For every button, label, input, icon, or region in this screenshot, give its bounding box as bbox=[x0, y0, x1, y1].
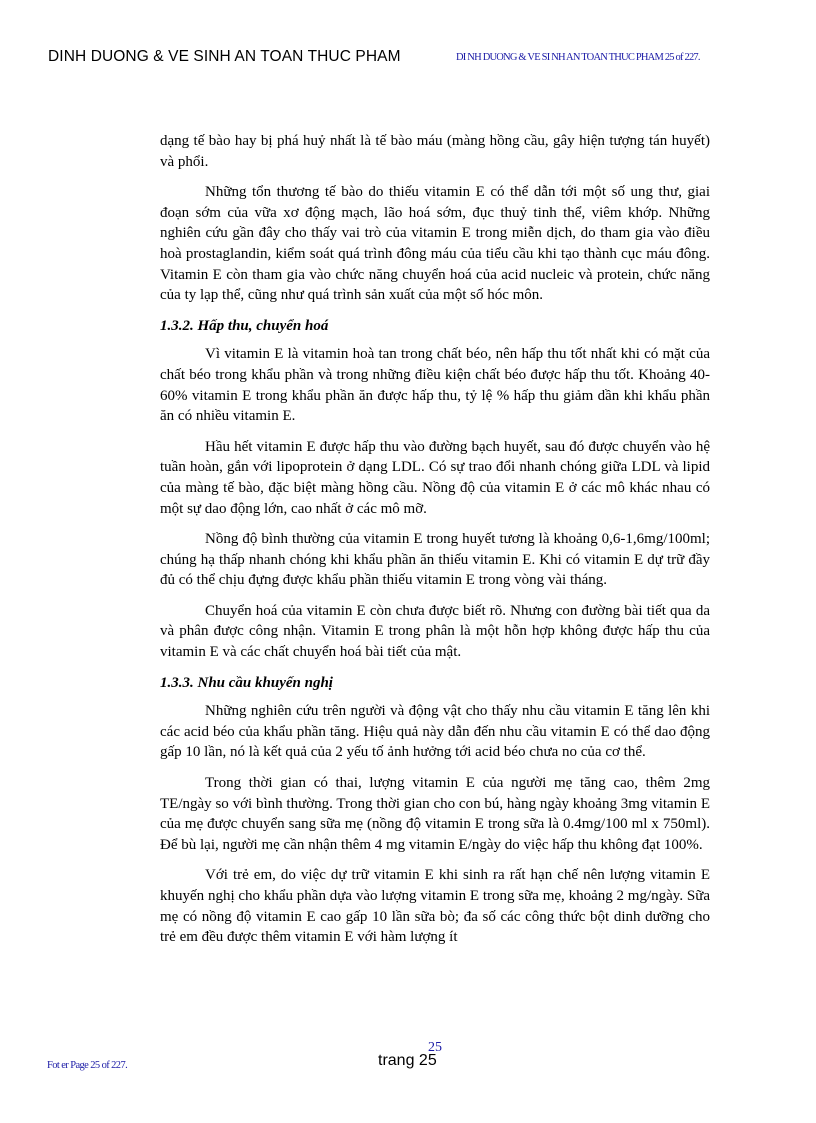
watermark-footer: Fot er Page 25 of 227. bbox=[47, 1060, 128, 1071]
page-body bbox=[160, 131, 710, 958]
paragraph-children: Với trẻ em, do việc dự trữ vitamin E khi sinh ra rất hạn chế nên lượng vitamin E khuyến nghị cho khẩu phần dựa vào lượng vitamin E trong sữa mẹ, khoảng 2 mg/ngày. Sữa mẹ có nồng độ vitamin E cao gấp 10 lần sữa bò; đa số các công thức bột dinh dưỡng cho trẻ em đều được thêm vitamin E với hàm lượng ít bbox=[160, 867, 710, 946]
paragraph-plasma-level: Nồng độ bình thường của vitamin E trong huyết tương là khoảng 0,6-1,6mg/100ml; chúng hạ thấp nhanh chóng khi khẩu phần ăn thiếu vitamin E. Khi có vitamin E dự trữ đầy đủ có thể chịu đựng được khẩu phần thiếu vitamin E trong vòng vài tháng. bbox=[160, 531, 710, 589]
paragraph-lymph: Hầu hết vitamin E được hấp thu vào đường bạch huyết, sau đó được chuyển vào hệ tuần hoàn, gắn với lipoprotein ở dạng LDL. Có sự trao đổi nhanh chóng giữa LDL và lipid của màng tế bào, đặc biệt màng hồng cầu. Nồng độ của vitamin E ở các mô khác nhau có một sự dao động lớn, cao nhất ở các mô mỡ. bbox=[160, 438, 710, 517]
paragraph-fatty-acids: Những nghiên cứu trên người và động vật cho thấy nhu cầu vitamin E tăng lên khi các acid béo của khẩu phần tăng. Hiệu quả này dẫn đến nhu cầu vitamin E có thể dao động gấp 10 lần, nó là kết quả của 2 yếu tố ảnh hưởng tới acid béo chưa no của cơ thể. bbox=[160, 703, 710, 761]
paragraph-pregnancy: Trong thời gian có thai, lượng vitamin E của người mẹ tăng cao, thêm 2mg TE/ngày so với bình thường. Trong thời gian cho con bú, hàng ngày khoảng 3mg vitamin E của mẹ được chuyển sang sữa mẹ (nồng độ vitamin E trong sữa là 0.4mg/100 ml x 750ml). Để bù lại, người mẹ cần nhận thêm 4 mg vitamin E/ngày do việc hấp thu không đạt 100%. bbox=[160, 775, 710, 853]
paragraph-metabolism: Chuyển hoá của vitamin E còn chưa được biết rõ. Nhưng con đường bài tiết qua da và phân được công nhận. Vitamin E trong phân là một hỗn hợp không được hấp thu của vitamin E và các chất chuyển hoá bài tiết của mật. bbox=[160, 602, 710, 661]
section-heading-requirements: 1.3.3. Nhu cầu khuyến nghị bbox=[160, 674, 333, 691]
paragraph-continued: dạng tế bào hay bị phá huỷ nhất là tế bào máu (màng hồng cầu, gây hiện tượng tán huyết) và phổi. bbox=[160, 133, 710, 170]
page-label: trang 25 bbox=[378, 1052, 437, 1069]
running-header: DINH DUONG & VE SINH AN TOAN THUC PHAM bbox=[48, 48, 401, 65]
watermark-header: DI NH DUONG & VE SI NH AN TOAN THUC PHAM 25 of 227. bbox=[456, 52, 700, 63]
page-number: 25 bbox=[428, 1040, 442, 1055]
paragraph-absorption: Vì vitamin E là vitamin hoà tan trong chất béo, nên hấp thu tốt nhất khi có mặt của chất béo trong khẩu phần và trong những điều kiện chất béo được hấp thu tốt. Khoảng 40-60% vitamin E trong khẩu phần ăn được hấp thu, tỷ lệ % hấp thu giảm dần khi khẩu phần ăn có nhiều vitamin E. bbox=[160, 346, 710, 425]
paragraph-cell-damage: Những tổn thương tế bào do thiếu vitamin E có thể dẫn tới một số ung thư, giai đoạn sớm của vữa xơ động mạch, lão hoá sớm, đục thuỷ tinh thể, viêm khớp. Những nghiên cứu gần đây cho thấy vai trò của vitamin E trong miễn dịch, do tham gia vào điều hoà prostaglandin, kiểm soát quá trình đông máu của tiểu cầu khi tạo thành cục máu đông. Vitamin E còn tham gia vào chức năng chuyển hoá của acid nucleic và protein, chức năng của ty lạp thể, cũng như quá trình sản xuất của một số hóc môn. bbox=[160, 184, 710, 304]
section-heading-absorption: 1.3.2. Hấp thu, chuyển hoá bbox=[160, 317, 329, 334]
